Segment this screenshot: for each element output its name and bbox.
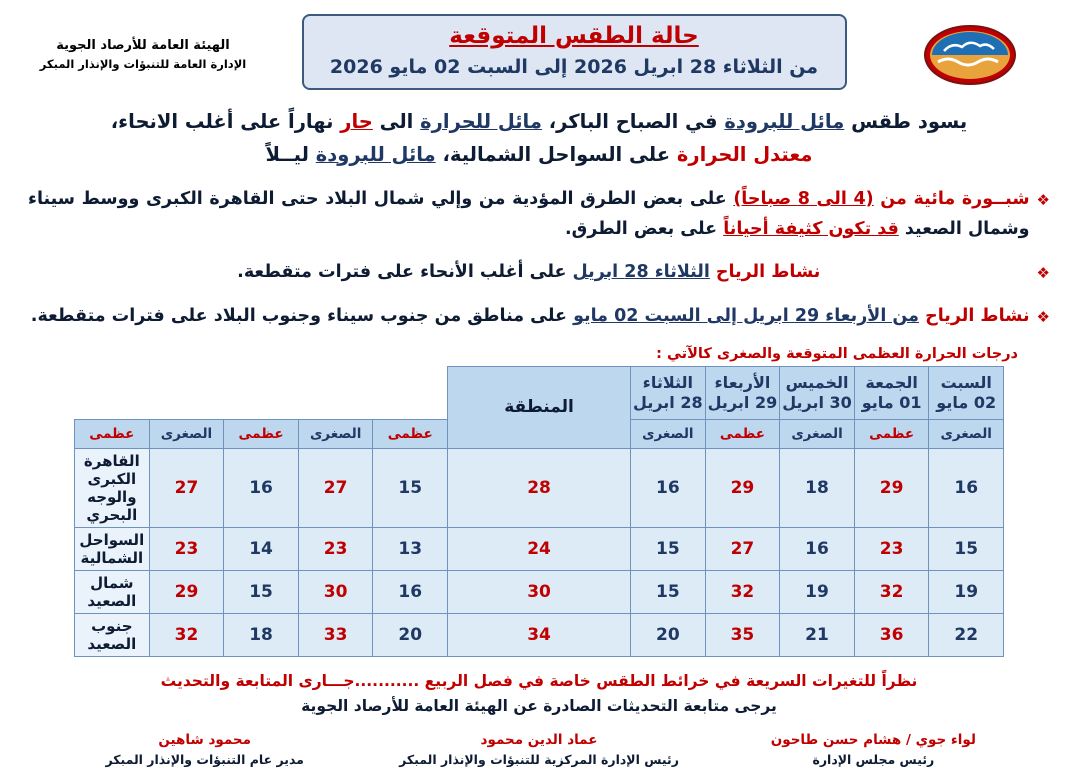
- cell-region: شمال الصعيد: [75, 570, 150, 613]
- sub-header-min-thu: الصغرى: [631, 419, 706, 448]
- cell-min-tue: 16: [224, 448, 299, 527]
- temperature-table-body: [75, 448, 1004, 656]
- cell-max-sat: 23: [854, 527, 929, 570]
- signature-block: [0, 718, 1078, 769]
- summary-seg-4: مائل للحرارة: [420, 110, 542, 134]
- cell-min-thu: 20: [631, 613, 706, 656]
- summary-seg-7: نهاراً على أغلب الانحاء،: [110, 110, 341, 134]
- bullet-2-seg-1: من الأربعاء 29 ابريل إلى السبت 02 مايو: [573, 306, 920, 327]
- cell-min-wed: 20: [373, 613, 448, 656]
- day-header-friday: [854, 366, 929, 419]
- signature-name: لواء جوي / هشام حسن طاحون: [770, 732, 976, 749]
- summary-seg-2: مائل للبرودة: [724, 110, 845, 134]
- cell-min-sat: 19: [929, 570, 1004, 613]
- cell-max-sat: 29: [854, 448, 929, 527]
- summary-seg-1: يسود طقس: [844, 110, 968, 134]
- temperature-table-container: [0, 366, 1078, 657]
- table-row: [75, 448, 1004, 527]
- day-date: 02 مايو: [936, 392, 997, 412]
- cell-max-thu: 34: [448, 613, 631, 656]
- cell-max-fri: 27: [705, 527, 780, 570]
- temperature-table: [74, 366, 1004, 657]
- sub-header-min-fri: الصغرى: [780, 419, 855, 448]
- forecast-title-box: [302, 14, 847, 90]
- cell-min-thu: 16: [631, 448, 706, 527]
- day-date: 29 ابريل: [707, 392, 778, 412]
- cell-max-sat: 32: [854, 570, 929, 613]
- day-name: الخميس: [785, 372, 849, 392]
- cell-min-sat: 16: [929, 448, 1004, 527]
- signature-name: عماد الدين محمود: [480, 732, 598, 749]
- cell-max-fri: 29: [705, 448, 780, 527]
- cell-region: القاهرة الكبرى والوجه البحري: [75, 448, 150, 527]
- day-name: الجمعة: [865, 372, 918, 392]
- cell-max-fri: 32: [705, 570, 780, 613]
- bullet-1-seg-2: على أغلب الأنحاء على فترات متقطعة.: [237, 262, 573, 283]
- bullet-text-wind-tuesday: [28, 258, 1030, 288]
- logo-container: [880, 14, 1060, 86]
- signature-chairman: [709, 730, 1038, 769]
- table-row: [75, 527, 1004, 570]
- summary-line-2: [30, 139, 1048, 171]
- bullet-item-wind-tuesday: [28, 258, 1050, 288]
- day-name: السبت: [940, 372, 992, 392]
- cell-max-wed: 30: [298, 570, 373, 613]
- cell-min-tue: 18: [224, 613, 299, 656]
- summary-seg-10: مائل للبرودة: [315, 142, 436, 166]
- day-header-saturday: [929, 366, 1004, 419]
- region-column-header: المنطقة: [448, 366, 631, 448]
- cell-min-tue: 15: [224, 570, 299, 613]
- sub-header-max-thu: عظمى: [373, 419, 448, 448]
- bullet-item-wind-wed-sat: [28, 302, 1050, 332]
- day-name: الأربعاء: [714, 372, 771, 392]
- day-header-wednesday: [705, 366, 780, 419]
- forecast-date-range: من الثلاثاء 28 ابريل 2026 إلى السبت 02 مايو 2026: [329, 55, 819, 78]
- cell-max-wed: 33: [298, 613, 373, 656]
- day-date: 01 مايو: [861, 392, 922, 412]
- cell-max-thu: 28: [448, 448, 631, 527]
- cell-min-fri: 16: [780, 527, 855, 570]
- page-title: حالة الطقس المتوقعة: [449, 23, 699, 49]
- sub-header-min-sat: الصغرى: [929, 419, 1004, 448]
- cell-max-sat: 36: [854, 613, 929, 656]
- bullet-1-seg-1: الثلاثاء 28 ابريل: [572, 262, 710, 283]
- cell-min-thu: 15: [631, 570, 706, 613]
- cell-max-tue: 29: [149, 570, 224, 613]
- table-row: [75, 570, 1004, 613]
- table-header-row-days: [75, 366, 1004, 419]
- cell-max-tue: 32: [149, 613, 224, 656]
- bullet-marker-icon: ❖: [1036, 190, 1050, 209]
- summary-seg-11: ليــلاً: [265, 142, 316, 166]
- cell-max-thu: 24: [448, 527, 631, 570]
- cell-min-fri: 21: [780, 613, 855, 656]
- day-date: 28 ابريل: [633, 392, 703, 412]
- note-follow-updates: يرجى متابعة التحديثات الصادرة عن الهيئة العامة للأرصاد الجوية: [301, 696, 777, 715]
- note-rapid-changes: نظراً للتغيرات السريعة في خرائط الطقس خاصة في فصل الربيع ...........جـــارى المتابعة والتحديث: [160, 671, 918, 690]
- organization-line-2: الإدارة العامة للتنبؤات والإنذار المبكر: [39, 57, 247, 72]
- cell-min-fri: 19: [780, 570, 855, 613]
- signature-role: رئيس مجلس الإدارة: [812, 751, 935, 767]
- cell-min-sat: 15: [929, 527, 1004, 570]
- signature-role: رئيس الإدارة المركزية للتنبؤات والإنذار المبكر: [399, 751, 679, 767]
- bullet-1-seg-0: نشاط الرياح: [709, 262, 821, 283]
- cell-min-tue: 14: [224, 527, 299, 570]
- sub-header-min-wed: الصغرى: [298, 419, 373, 448]
- document-header: [0, 0, 1078, 90]
- bullet-text-wind-wed-sat: [28, 302, 1030, 332]
- bullet-0-seg-0: شبــورة مائية من: [873, 188, 1030, 209]
- bullet-text-fog: [28, 185, 1030, 245]
- meteorological-authority-logo-icon: [924, 24, 1016, 86]
- table-row: [75, 613, 1004, 656]
- cell-region: السواحل الشمالية: [75, 527, 150, 570]
- cell-min-thu: 15: [631, 527, 706, 570]
- signature-forecast-director: [40, 730, 369, 769]
- signature-central-dept-head: [374, 730, 703, 769]
- summary-seg-5: الى: [372, 110, 421, 134]
- day-name: الثلاثاء: [642, 372, 694, 392]
- organization-line-1: الهيئة العامة للأرصاد الجوية: [56, 38, 230, 53]
- cell-min-wed: 13: [373, 527, 448, 570]
- day-header-tuesday: [631, 366, 706, 419]
- cell-max-wed: 27: [298, 448, 373, 527]
- cell-max-thu: 30: [448, 570, 631, 613]
- summary-seg-3: في الصباح الباكر،: [541, 110, 725, 134]
- summary-seg-9: على السواحل الشمالية،: [435, 142, 677, 166]
- sub-header-max-wed: عظمى: [224, 419, 299, 448]
- sub-header-max-fri: عظمى: [705, 419, 780, 448]
- cell-min-sat: 22: [929, 613, 1004, 656]
- cell-max-tue: 23: [149, 527, 224, 570]
- organization-name: [18, 14, 268, 74]
- bullet-2-seg-2: على مناطق من جنوب سيناء وجنوب البلاد على فترات متقطعة.: [30, 306, 574, 327]
- bullet-marker-icon: ❖: [1036, 264, 1050, 283]
- signature-role: مدير عام التنبؤات والإنذار المبكر: [105, 751, 304, 767]
- bullet-2-seg-0: نشاط الرياح: [919, 306, 1030, 327]
- bullet-marker-icon: ❖: [1036, 308, 1050, 327]
- bullet-0-seg-4: على بعض الطرق.: [564, 218, 724, 239]
- cell-min-wed: 16: [373, 570, 448, 613]
- summary-seg-8: معتدل الحرارة: [676, 142, 813, 166]
- bullet-0-seg-1: (4 الى 8 صباحاً): [733, 188, 874, 209]
- temperature-table-caption: درجات الحرارة العظمى المتوقعة والصغرى كالآتي :: [656, 345, 1018, 362]
- temperature-table-head: [75, 366, 1004, 448]
- bullet-0-seg-2: على بعض الطرق المؤدية من وإلي شمال البلاد حتى القاهرة الكبرى ووسط سيناء وشمال الصعيد: [28, 188, 1030, 239]
- cell-region: جنوب الصعيد: [75, 613, 150, 656]
- cell-min-wed: 15: [373, 448, 448, 527]
- footer-notes: [0, 669, 1078, 719]
- day-header-thursday: [780, 366, 855, 419]
- weather-summary: [30, 106, 1048, 170]
- sub-header-max-sat: عظمى: [854, 419, 929, 448]
- day-date: 30 ابريل: [782, 392, 852, 412]
- sub-header-min-tue: الصغرى: [149, 419, 224, 448]
- signature-name: محمود شاهين: [158, 732, 251, 749]
- summary-line-1: [30, 106, 1048, 138]
- bullet-0-seg-3: قد تكون كثيفة أحياناً: [723, 218, 899, 239]
- bullet-item-fog: [28, 185, 1050, 245]
- forecast-bullet-list: [28, 185, 1050, 332]
- summary-seg-6: حار: [340, 110, 373, 134]
- cell-max-wed: 23: [298, 527, 373, 570]
- cell-max-tue: 27: [149, 448, 224, 527]
- cell-max-fri: 35: [705, 613, 780, 656]
- sub-header-max-tue: عظمى: [75, 419, 150, 448]
- cell-min-fri: 18: [780, 448, 855, 527]
